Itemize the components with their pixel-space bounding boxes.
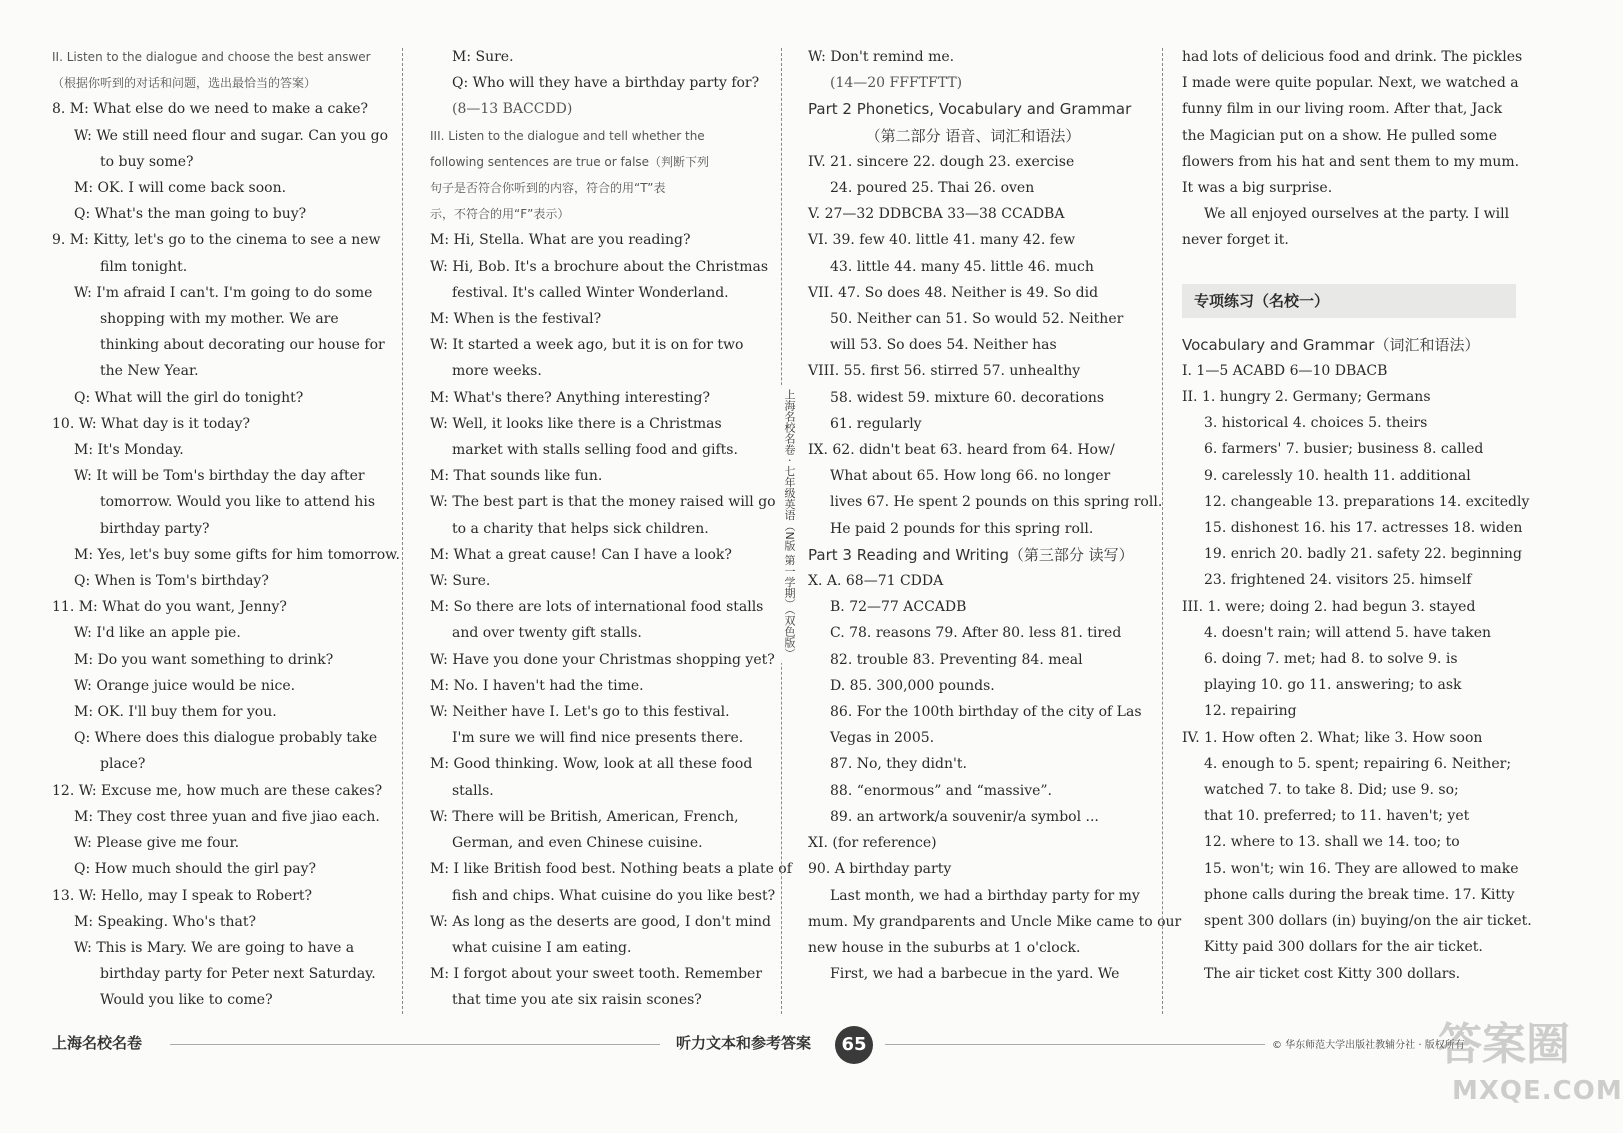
text-line: It was a big surprise. — [1182, 180, 1333, 197]
footer-rule — [885, 1044, 1265, 1045]
text-line: IV. 1. How often 2. What; like 3. How soon — [1182, 729, 1483, 746]
text-line: W: It started a week ago, but it is on for two — [430, 337, 744, 354]
column-divider — [1162, 48, 1163, 1014]
text-line: W: Please give me four. — [74, 835, 240, 852]
text-line: W: This is Mary. We are going to have a — [74, 939, 355, 956]
text-line: M: I forgot about your sweet tooth. Remember — [430, 966, 763, 983]
text-line: He paid 2 pounds for this spring roll. — [830, 520, 1094, 537]
text-line: Would you like to come? — [100, 992, 273, 1009]
text-line: birthday party for Peter next Saturday. — [100, 966, 376, 983]
text-line: I'm sure we will find nice presents there. — [452, 730, 744, 747]
text-line: W: Don't remind me. — [808, 49, 955, 65]
text-line: funny film in our living room. After that, Jack — [1182, 101, 1503, 118]
text-line: that time you ate six raisin scones? — [452, 992, 702, 1009]
text-line: to buy some? — [100, 153, 194, 170]
text-line: 87. No, they didn't. — [830, 756, 967, 773]
text-line: 86. For the 100th birthday of the city of Las — [830, 704, 1142, 721]
text-line: spent 300 dollars (in) buying/on the air ticket. — [1204, 913, 1532, 930]
text-line: W: As long as the deserts are good, I don't mind — [430, 913, 771, 930]
text-line: 4. enough to 5. spent; repairing 6. Neither; — [1204, 755, 1512, 772]
text-line: II. 1. hungry 2. Germany; Germans — [1182, 389, 1431, 406]
text-line: 61. regularly — [830, 415, 922, 432]
column-4 — [1182, 44, 1532, 1053]
text-line: W: I'm afraid I can't. I'm going to do some — [74, 284, 373, 301]
text-line: (8—13 BACCDD) — [452, 101, 573, 118]
text-line: Q: How much should the girl pay? — [74, 861, 317, 878]
text-line: M: Do you want something to drink? — [74, 651, 334, 668]
text-line: （根据你听到的对话和问题，选出最恰当的答案） — [52, 76, 317, 91]
text-line: M: What's there? Anything interesting? — [430, 389, 710, 406]
text-line: W: Well, it looks like there is a Christmas — [430, 415, 722, 432]
text-line: and over twenty gift stalls. — [452, 625, 642, 642]
watermark-logo: 答案圈 — [1438, 1019, 1570, 1070]
text-line: IX. 62. didn't beat 63. heard from 64. How/ — [808, 442, 1115, 459]
text-line: M: Sure. — [452, 49, 514, 65]
publisher-copyright: © 华东师范大学出版社教辅分社 · 版权所有 — [1272, 1040, 1465, 1051]
text-line: tomorrow. Would you like to attend his — [100, 494, 376, 511]
text-line: M: That sounds like fun. — [430, 468, 603, 485]
text-line: M: Hi, Stella. What are you reading? — [430, 232, 691, 249]
text-line: III. 1. were; doing 2. had begun 3. stayed — [1182, 598, 1476, 615]
text-line: to a charity that helps sick children. — [452, 520, 709, 537]
text-line: (14—20 FFFTFTT) — [830, 75, 963, 92]
essay-continuation — [1182, 44, 1523, 254]
text-line: 12. where to 13. shall we 14. too; to — [1204, 834, 1460, 851]
text-line: place? — [100, 756, 146, 773]
text-line: M: Yes, let's buy some gifts for him tomorrow. — [74, 546, 400, 563]
text-line: I made were quite popular. Next, we watched a — [1182, 75, 1519, 92]
text-line: 50. Neither can 51. So would 52. Neither — [830, 311, 1124, 328]
text-line: Vegas in 2005. — [830, 730, 935, 747]
text-line: Q: What's the man going to buy? — [74, 206, 307, 223]
text-line: We all enjoyed ourselves at the party. I will — [1204, 206, 1510, 223]
text-line: Last month, we had a birthday party for my — [830, 887, 1140, 904]
text-line: 4. doesn't rain; will attend 5. have taken — [1204, 624, 1492, 641]
text-line: Part 2 Phonetics, Vocabulary and Grammar — [808, 100, 1132, 119]
text-line: B. 72—77 ACCADB — [830, 599, 967, 616]
text-line: 15. dishonest 16. his 17. actresses 18. widen — [1204, 520, 1523, 537]
text-line: Kitty paid 300 dollars for the air ticket. — [1204, 939, 1483, 956]
text-line: new house in the suburbs at 1 o'clock. — [808, 939, 1081, 956]
text-line: W: We still need flour and sugar. Can you go — [74, 127, 389, 144]
column-divider — [402, 48, 403, 1014]
text-line: 23. frightened 24. visitors 25. himself — [1204, 572, 1472, 589]
text-line: W: Sure. — [430, 573, 491, 590]
text-line: film tonight. — [100, 258, 188, 275]
text-line: 90. A birthday party — [808, 861, 952, 878]
text-line: stalls. — [452, 782, 494, 799]
text-line: market with stalls selling food and gifts. — [452, 442, 738, 459]
text-line: phone calls during the break time. 17. Kitty — [1204, 886, 1515, 903]
text-line: 13. W: Hello, may I speak to Robert? — [52, 887, 313, 904]
text-line: the Magician put on a show. He pulled some — [1182, 127, 1497, 144]
text-line: W: Have you done your Christmas shopping yet? — [430, 651, 775, 668]
text-line: watched 7. to take 8. Did; use 9. so; — [1204, 782, 1459, 799]
text-line: playing 10. go 11. answering; to ask — [1204, 677, 1462, 694]
text-line: M: Speaking. Who's that? — [74, 913, 256, 930]
text-line: 12. repairing — [1204, 703, 1297, 720]
text-line: 11. M: What do you want, Jenny? — [52, 599, 287, 616]
text-line: never forget it. — [1182, 232, 1289, 249]
text-line: M: Good thinking. Wow, look at all these food — [430, 756, 753, 773]
text-line: mum. My grandparents and Uncle Mike came to our — [808, 913, 1182, 930]
text-line: VI. 39. few 40. little 41. many 42. few — [808, 232, 1076, 249]
text-line: M: They cost three yuan and five jiao each. — [74, 808, 380, 825]
text-line: fish and chips. What cuisine do you like best? — [452, 887, 776, 904]
text-line: Q: What will the girl do tonight? — [74, 389, 304, 406]
text-line: M: It's Monday. — [74, 442, 184, 459]
text-line: X. A. 68—71 CDDA — [808, 573, 944, 590]
text-line: 89. an artwork/a souvenir/a symbol ... — [830, 808, 1099, 825]
text-line: 19. enrich 20. badly 21. safety 22. beginning — [1204, 546, 1522, 563]
text-line: 43. little 44. many 45. little 46. much — [830, 258, 1094, 275]
text-line: D. 85. 300,000 pounds. — [830, 677, 995, 694]
text-line: 88. “enormous” and “massive”. — [830, 782, 1053, 799]
text-line: W: There will be British, American, French, — [430, 808, 739, 825]
footer-rule — [170, 1044, 660, 1045]
text-line: W: The best part is that the money raised will go — [430, 494, 776, 511]
text-line: III. Listen to the dialogue and tell whether the — [430, 128, 705, 143]
text-line: festival. It's called Winter Wonderland. — [452, 284, 729, 301]
text-line: 9. carelessly 10. health 11. additional — [1204, 467, 1471, 484]
text-line: 12. W: Excuse me, how much are these cakes? — [52, 782, 383, 799]
column-3 — [808, 44, 1182, 1053]
text-line: What about 65. How long 66. no longer — [830, 468, 1111, 485]
text-line: （第二部分 语音、词汇和语法） — [865, 126, 1081, 145]
footer-series-title: 上海名校名卷 — [52, 1034, 143, 1052]
text-line: what cuisine I am eating. — [452, 939, 632, 956]
text-line: VII. 47. So does 48. Neither is 49. So did — [808, 284, 1099, 301]
text-line: M: OK. I'll buy them for you. — [74, 704, 277, 721]
text-line: M: OK. I will come back soon. — [74, 180, 287, 197]
footer-section-title: 听力文本和参考答案 — [676, 1034, 812, 1052]
text-line: 3. historical 4. choices 5. theirs — [1204, 415, 1428, 432]
text-line: following sentences are true or false（判断下列 — [430, 154, 710, 169]
text-line: 句子是否符合你听到的内容，符合的用“T”表 — [430, 181, 666, 196]
watermark-url: MXQE.COM — [1452, 1076, 1623, 1106]
text-line: V. 27—32 DDBCBA 33—38 CCADBA — [808, 206, 1065, 223]
text-line: W: It will be Tom's birthday the day after — [74, 468, 365, 485]
column-1 — [52, 44, 400, 1053]
text-line: 9. M: Kitty, let's go to the cinema to see a new — [52, 232, 381, 249]
text-line: Vocabulary and Grammar（词汇和语法） — [1182, 335, 1480, 354]
text-line: M: When is the festival? — [430, 311, 602, 328]
text-line: C. 78. reasons 79. After 80. less 81. tired — [830, 625, 1122, 642]
text-line: 10. W: What day is it today? — [52, 415, 250, 432]
text-line: W: I'd like an apple pie. — [74, 625, 241, 642]
text-line: had lots of delicious food and drink. The pickles — [1182, 49, 1523, 65]
text-line: 6. farmers' 7. busier; business 8. called — [1204, 441, 1484, 458]
page-number: 65 — [835, 1026, 873, 1064]
text-line: flowers from his hat and sent them to my mum. — [1182, 153, 1520, 170]
text-line: the New Year. — [100, 363, 199, 380]
text-line: birthday party? — [100, 520, 210, 537]
text-line: 示，不符合的用“F”表示） — [430, 207, 570, 222]
text-line: Q: Who will they have a birthday party for? — [452, 75, 760, 92]
text-line: M: What a great cause! Can I have a look? — [430, 546, 732, 563]
text-line: VIII. 55. first 56. stirred 57. unhealthy — [808, 363, 1081, 380]
text-line: 15. won't; win 16. They are allowed to make — [1204, 860, 1519, 877]
text-line: II. Listen to the dialogue and choose the best answer — [52, 50, 371, 64]
text-line: M: No. I haven't had the time. — [430, 677, 644, 694]
practice-answers — [1182, 332, 1532, 987]
text-line: Q: Where does this dialogue probably take — [74, 730, 378, 747]
section-heading-box: 专项练习（名校一） — [1182, 284, 1516, 318]
text-line: 8. M: What else do we need to make a cake? — [52, 101, 368, 118]
text-line: Part 3 Reading and Writing（第三部分 读写） — [808, 545, 1134, 564]
text-line: XI. (for reference) — [808, 835, 937, 852]
text-line: will 53. So does 54. Neither has — [830, 337, 1057, 354]
text-line: The air ticket cost Kitty 300 dollars. — [1204, 965, 1461, 982]
text-line: First, we had a barbecue in the yard. We — [830, 966, 1120, 983]
text-line: 12. changeable 13. preparations 14. excitedly — [1204, 493, 1530, 510]
text-line: 6. doing 7. met; had 8. to solve 9. is — [1204, 651, 1458, 668]
text-line: M: So there are lots of international food stalls — [430, 599, 764, 616]
text-line: W: Hi, Bob. It's a brochure about the Christmas — [430, 258, 769, 275]
text-line: 24. poured 25. Thai 26. oven — [830, 180, 1035, 197]
text-line: that 10. preferred; to 11. haven't; yet — [1204, 808, 1470, 825]
text-line: shopping with my mother. We are — [100, 311, 339, 328]
text-line: W: Neither have I. Let's go to this festival. — [430, 704, 730, 721]
text-line: M: I like British food best. Nothing beats a plate of — [430, 861, 792, 878]
text-line: thinking about decorating our house for — [100, 337, 385, 354]
text-line: I. 1—5 ACABD 6—10 DBACB — [1182, 362, 1388, 379]
text-line: 58. widest 59. mixture 60. decorations — [830, 389, 1105, 406]
text-line: German, and even Chinese cuisine. — [452, 835, 703, 852]
text-line: lives 67. He spent 2 pounds on this spring roll. — [830, 494, 1163, 511]
text-line: IV. 21. sincere 22. dough 23. exercise — [808, 153, 1075, 170]
text-line: more weeks. — [452, 363, 542, 380]
text-line: Q: When is Tom's birthday? — [74, 573, 269, 590]
text-line: W: Orange juice would be nice. — [74, 677, 296, 694]
spine-label: 上海名校名卷 · 七年级英语（N版 第一学期）（双色版） — [778, 385, 796, 663]
text-line: 82. trouble 83. Preventing 84. meal — [830, 651, 1083, 668]
